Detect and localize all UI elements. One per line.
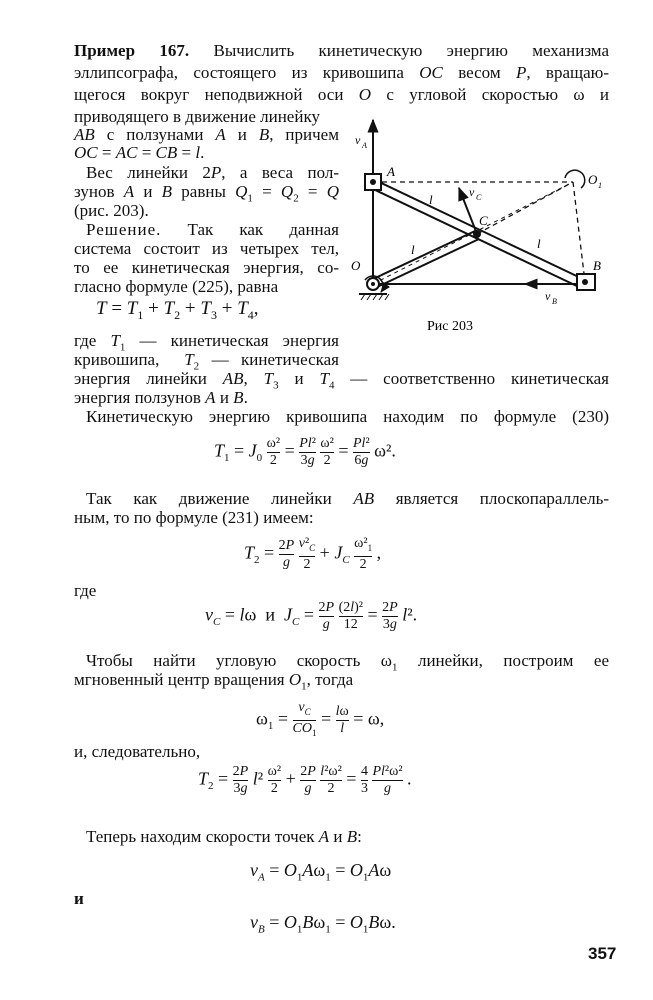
formula-omega1: $\omega_1$ = $\frac{v_C}{CO_1}$ = $\frac{l\omega}{l}$ = ω,: [256, 700, 385, 738]
joint-b: [582, 279, 588, 285]
label-l: l: [429, 192, 433, 207]
paragraph-line: кривошипа, $T_2$ — кинетическая: [74, 350, 339, 373]
and-label: и: [74, 889, 84, 908]
paragraph-line: система состоит из четырех тел,: [74, 239, 339, 258]
paragraph-line: AB с ползунами A и B, причем: [74, 125, 339, 144]
label-vb: v: [545, 289, 551, 303]
crank-oc-edge: [375, 239, 479, 288]
paragraph-line: то ее кинетическая энергия, со-: [74, 258, 339, 277]
paragraph-line: щегося вокруг неподвижной оси O с угловой скоростью ω и: [74, 85, 609, 104]
joint-a: [370, 179, 376, 185]
paragraph-line: приводящего в движение линейку: [74, 107, 320, 126]
formula-t1: $T_1 = J_0$ $\frac{\text{ω²}}{2}$ = $\frac{\text{Pl²}}{3g}$ $\frac{\text{ω²}}{2}$ = $\frac{\text{Pl²}}{6g}$ ω².: [214, 436, 396, 468]
paragraph-line: мгновенный центр вращения $O_1$, тогда: [74, 670, 354, 693]
label-va-sub: A: [362, 141, 367, 150]
paragraph-line: гласно формуле (225), равна: [74, 277, 279, 296]
formula-total-energy: $T = T_1 + T_2 + T_3 + T_4$,: [96, 298, 259, 322]
paragraph-line: (рис. 203).: [74, 201, 149, 220]
paragraph-line: Так как движение линейки AB является плоскопараллель-: [86, 489, 609, 508]
paragraph-line: Кинетическую энергию кривошипа находим по формуле (230): [86, 407, 609, 426]
paragraph-line: энергия линейки AB, $T_3$ и $T_4$ — соответственно кинетическая: [74, 369, 609, 392]
paragraph-line: ным, то по формуле (231) имеем:: [74, 508, 314, 527]
label-va: v: [355, 133, 361, 147]
label-vc: v: [469, 185, 475, 199]
label-o: O: [351, 258, 361, 273]
label-c: C: [479, 213, 488, 228]
paragraph-line: эллипсографа, состоящего из кривошипа OC весом P, вращаю-: [74, 63, 609, 82]
and-so-label: и, следовательно,: [74, 742, 201, 761]
paragraph-line: где $T_1$ — кинетическая энергия: [74, 331, 339, 354]
label-vc-sub: C: [476, 193, 482, 202]
where-label: где: [74, 581, 97, 600]
dashed-o1-b: [573, 182, 585, 282]
rod-ab-edge: [371, 188, 581, 288]
label-b: B: [593, 258, 601, 273]
pivot-o-center: [371, 282, 375, 286]
label-l: l: [537, 236, 541, 251]
formula-t2: $T_2$ = $\frac{2P}{g}$ $\frac{v^2_C}{2}$ + $J_C$ $\frac{\omega^2_1}{2}$ ,: [244, 536, 382, 572]
paragraph-line: OC = AC = CB = l.: [74, 143, 205, 162]
paragraph-line: Чтобы найти угловую скорость $\omega_1$ линейки, построим ее: [86, 651, 609, 674]
paragraph-line: Пример 167. Вычислить кинетическую энергию механизма: [74, 41, 609, 60]
formula-t2-final: $T_2$ = $\frac{2P}{3g}$ l² $\frac{\text{ω²}}{2}$ + $\frac{2P}{g}$ $\frac{\text{l²ω²}}{2}$ = $\frac{4}{3}$ $\frac{\text{Pl²ω²}}{g}$ .: [198, 764, 412, 796]
paragraph-line: Вес линейки 2P, а веса пол-: [86, 163, 339, 182]
paragraph-line: Теперь находим скорости точек A и B:: [86, 827, 362, 846]
formula-vb: $v_B = O_1B\omega_1 = O_1B\omega$.: [250, 912, 396, 936]
paragraph-line: энергия ползунов A и B.: [74, 388, 248, 407]
formula-vc-jc: $v_C = l\omega$ и $J_C$ = $\frac{2P}{g}$ $\frac{\text{(2l)²}}{12}$ = $\frac{2P}{3g}$ l².: [205, 600, 418, 632]
paragraph-line: зунов A и B равны $Q_1 = Q_2 = Q$: [74, 182, 340, 205]
paragraph-line: Решение. Так как данная: [86, 220, 339, 239]
label-o1: O: [588, 172, 598, 187]
page-number: 357: [588, 944, 617, 963]
figure-caption: Рис 203: [427, 319, 473, 334]
label-a: A: [387, 164, 395, 179]
label-o1-sub: 1: [598, 181, 602, 190]
crank-oc-edge: [371, 231, 475, 280]
formula-va: $v_A = O_1A\omega_1 = O_1A\omega$: [250, 860, 392, 884]
figure-ellipsograph: [345, 112, 615, 337]
label-vb-sub: B: [552, 297, 557, 306]
label-l: l: [411, 242, 415, 257]
